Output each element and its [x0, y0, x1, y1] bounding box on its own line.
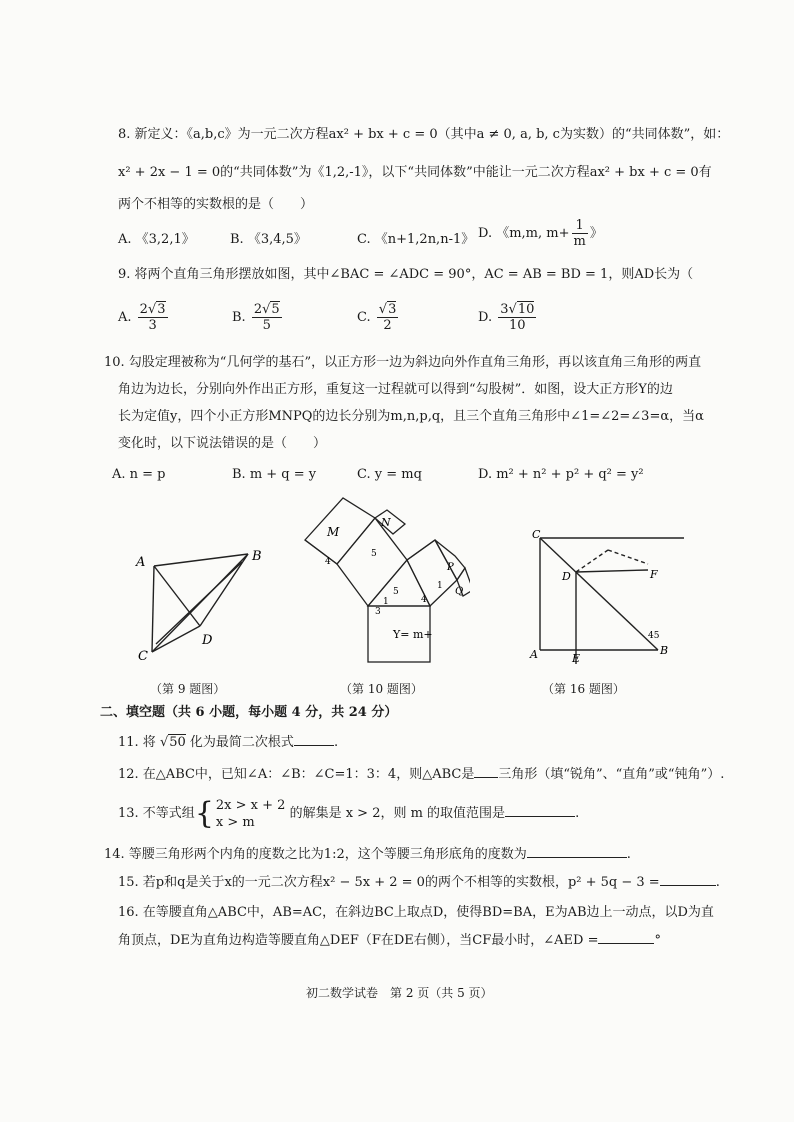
q9-option-d-label: D.	[478, 310, 493, 325]
q9-option-a-rad: 3	[157, 302, 166, 317]
fig10-label-n: N	[381, 516, 391, 529]
fig10-label-y: Y= m+	[393, 628, 433, 641]
q9-option-b-rad: 5	[271, 302, 280, 317]
fig9-edge-ad	[154, 566, 200, 626]
fig16-edge-dashed	[576, 550, 608, 572]
q9-option-a-coef: 2	[139, 302, 148, 317]
q11-rad: 50	[169, 735, 186, 750]
fig9-edge-ab	[154, 554, 248, 566]
q9-option-d-coef: 3	[500, 302, 509, 317]
q9-option-c-den: 2	[383, 318, 392, 333]
q13-brace: {	[194, 795, 214, 831]
q15: 15. 若p和q是关于x的一元二次方程x² − 5x + 2 = 0的两个不相等的实数根，p² + 5q − 3 = .	[118, 875, 720, 890]
fig9-caption: （第 9 题图）	[150, 682, 226, 696]
q14-blank	[527, 857, 627, 858]
q13-ineq2: x > m	[215, 814, 255, 830]
fig16-edge-dashed-2	[608, 550, 648, 564]
fig16-label-e: E	[572, 652, 581, 665]
fig9-label-d: D	[202, 633, 213, 648]
fig10-label-m: M	[327, 525, 340, 539]
q9-option-d-rad: 10	[517, 302, 535, 317]
q15-blank	[660, 885, 716, 886]
fig9-edge-inner	[156, 562, 242, 644]
fig9-edge-cd	[152, 626, 200, 652]
q8-option-a: A. 《3,2,1》	[118, 232, 195, 247]
q13-post: 的解集是 x > 2，则 m 的取值范围是	[289, 806, 506, 821]
figure-10	[295, 490, 470, 670]
q8-option-d	[478, 218, 603, 249]
q8-option-d-pre: D. 《m,m, m+	[478, 226, 570, 241]
fig16-label-b: B	[660, 644, 669, 657]
q9-option-a	[118, 302, 170, 333]
q8-option-c: C. 《n+1,2n,n-1》	[357, 232, 475, 247]
q14-text: 14. 等腰三角形两个内角的度数之比为1:2，这个等腰三角形底角的度数为	[104, 847, 527, 862]
q16-line2: 角顶点，DE为直角边构造等腰直角△DEF（F在DE右侧），当CF最小时，∠AED =	[118, 933, 599, 948]
fig10-angle-7: 3	[375, 607, 381, 617]
fig9-label-a: A	[136, 555, 146, 570]
fig10-angle-4: 1	[383, 597, 389, 607]
q8-line3: 两个不相等的实数根的是（ ）	[118, 197, 314, 212]
fig10-label-q: Q	[455, 586, 464, 597]
fig10-square-right	[407, 540, 457, 606]
q8-option-b: B. 《3,4,5》	[230, 232, 307, 247]
fig10-edge-b	[407, 540, 435, 560]
q9-option-a-label: A.	[118, 310, 132, 325]
q9-option-d-den: 10	[509, 318, 526, 333]
q10-option-c: C. y = mq	[357, 467, 422, 482]
q8-line2: x² + 2x − 1 = 0的“共同体数”为《1,2,-1》，以下“共同体数”中能让一元二次方程ax² + bx + c = 0有	[118, 165, 712, 180]
q9-option-c-fraction: $\frac{√3}{2}$	[378, 302, 397, 333]
q10-option-d: D. m² + n² + p² + q² = y²	[478, 467, 644, 482]
q10-line1: 10. 勾股定理被称为“几何学的基石”，以正方形一边为斜边向外作直角三角形，再以该直角三角形的两直	[104, 355, 702, 370]
q9-option-a-fraction: $\frac{2√3}{3}$	[139, 302, 166, 333]
q9-option-b-den: 5	[262, 318, 271, 333]
q10-option-b: B. m + q = y	[232, 467, 317, 482]
q12-post: 三角形（填“锐角”、“直角”或“钝角”）.	[498, 767, 725, 782]
q13-ineq1: 2x > x + 2	[215, 797, 286, 813]
q11-post: 化为最简二次根式	[189, 735, 294, 750]
fig10-angle-1: 5	[371, 549, 377, 559]
fig9-edge-db	[200, 554, 248, 626]
q9-line1: 9. 将两个直角三角形摆放如图，其中∠BAC = ∠ADC = 90°，AC = AB = BD = 1，则AD长为（	[118, 267, 694, 282]
q16-line1: 16. 在等腰直角△ABC中，AB=AC，在斜边BC上取点D，使得BD=BA，E为AB边上一动点，以D为直	[118, 905, 714, 920]
q9-option-b-fraction: $\frac{2√5}{5}$	[253, 302, 280, 333]
q15-text: 15. 若p和q是关于x的一元二次方程x² − 5x + 2 = 0的两个不相等的实数根，p² + 5q − 3 =	[118, 875, 660, 890]
q13-blank	[505, 816, 575, 817]
q9-option-c	[357, 302, 400, 333]
page-footer: 初二数学试卷 第 2 页（共 5 页）	[306, 986, 493, 1000]
fig10-caption: （第 10 题图）	[340, 682, 423, 696]
q8-option-d-den: m	[573, 234, 586, 249]
fig16-label-d: D	[562, 570, 571, 583]
fig10-square-m	[305, 498, 375, 564]
q13-pre: 13. 不等式组	[118, 806, 195, 821]
fig16-label-a: A	[530, 648, 538, 661]
q11-pre: 11. 将	[118, 735, 156, 750]
fig10-angle-2: 5	[393, 587, 399, 597]
q8-option-d-post: 》	[589, 226, 603, 241]
fig16-label-c: C	[532, 528, 541, 541]
q8-option-d-fraction	[572, 218, 588, 249]
q13: 13. 不等式组{ 2x > x + 2 x > m 的解集是 x > 2，则 m 的取值范围是 .	[118, 795, 580, 831]
fig16-edge-df	[576, 570, 648, 572]
q9-option-a-den: 3	[148, 318, 157, 333]
q10-line2: 角边为边长，分别向外作出正方形，重复这一过程就可以得到“勾股树”．如图，设大正方形Y的边	[118, 382, 673, 397]
q16-line2-wrap: 角顶点，DE为直角边构造等腰直角△DEF（F在DE右侧），当CF最小时，∠AED = °	[118, 933, 661, 948]
q13-system	[216, 797, 286, 831]
fig16-label-f: F	[650, 568, 658, 581]
fig10-angle-5: 1	[437, 581, 443, 591]
q8-line1: 8. 新定义：《a,b,c》为一元二次方程ax² + bx + c = 0（其中a ≠ 0, a, b, c为实数）的“共同体数”，如：	[118, 127, 730, 142]
q9-option-c-rad: 3	[388, 302, 397, 317]
q9-option-c-label: C.	[357, 310, 371, 325]
q12-pre: 12. 在△ABC中，已知∠A：∠B：∠C=1：3：4，则△ABC是	[118, 767, 475, 782]
q12	[118, 766, 724, 784]
q9-option-d	[478, 302, 538, 333]
q10-line3: 长为定值y，四个小正方形MNPQ的边长分别为m,n,p,q，且三个直角三角形中∠1=∠2=∠3=α，当α	[118, 409, 704, 424]
fig16-angle: 45	[648, 631, 660, 641]
section-2-title: 二、填空题（共 6 小题，每小题 4 分，共 24 分）	[100, 705, 398, 720]
fig9-label-c: C	[138, 649, 148, 664]
figure-9	[120, 540, 280, 670]
q9-option-b-label: B.	[232, 310, 246, 325]
q10-option-a: A. n = p	[112, 467, 166, 482]
q16-blank	[598, 943, 654, 944]
q10-line4: 变化时，以下说法错误的是（ ）	[118, 436, 327, 451]
fig10-label-p: P	[447, 562, 454, 573]
q11: 11. 将 √50 化为最简二次根式 .	[118, 735, 339, 750]
fig9-label-b: B	[252, 549, 262, 564]
fig16-caption: （第 16 题图）	[542, 682, 625, 696]
q8-option-d-num: 1	[572, 218, 588, 234]
q12-blank	[474, 777, 498, 778]
fig9-edge-ac	[152, 566, 154, 652]
q9-option-b	[232, 302, 284, 333]
fig10-angle-3: 4	[325, 557, 331, 567]
fig16-edge-cb	[540, 538, 658, 650]
q11-blank	[294, 745, 334, 746]
fig10-edge-a	[305, 540, 337, 564]
fig10-angle-6: 4	[421, 595, 427, 605]
q14: 14. 等腰三角形两个内角的度数之比为1:2，这个等腰三角形底角的度数为 .	[104, 847, 631, 862]
q9-option-d-fraction: $\frac{3√10}{10}$	[500, 302, 535, 333]
figure-16	[528, 524, 688, 674]
q9-option-b-coef: 2	[253, 302, 263, 317]
